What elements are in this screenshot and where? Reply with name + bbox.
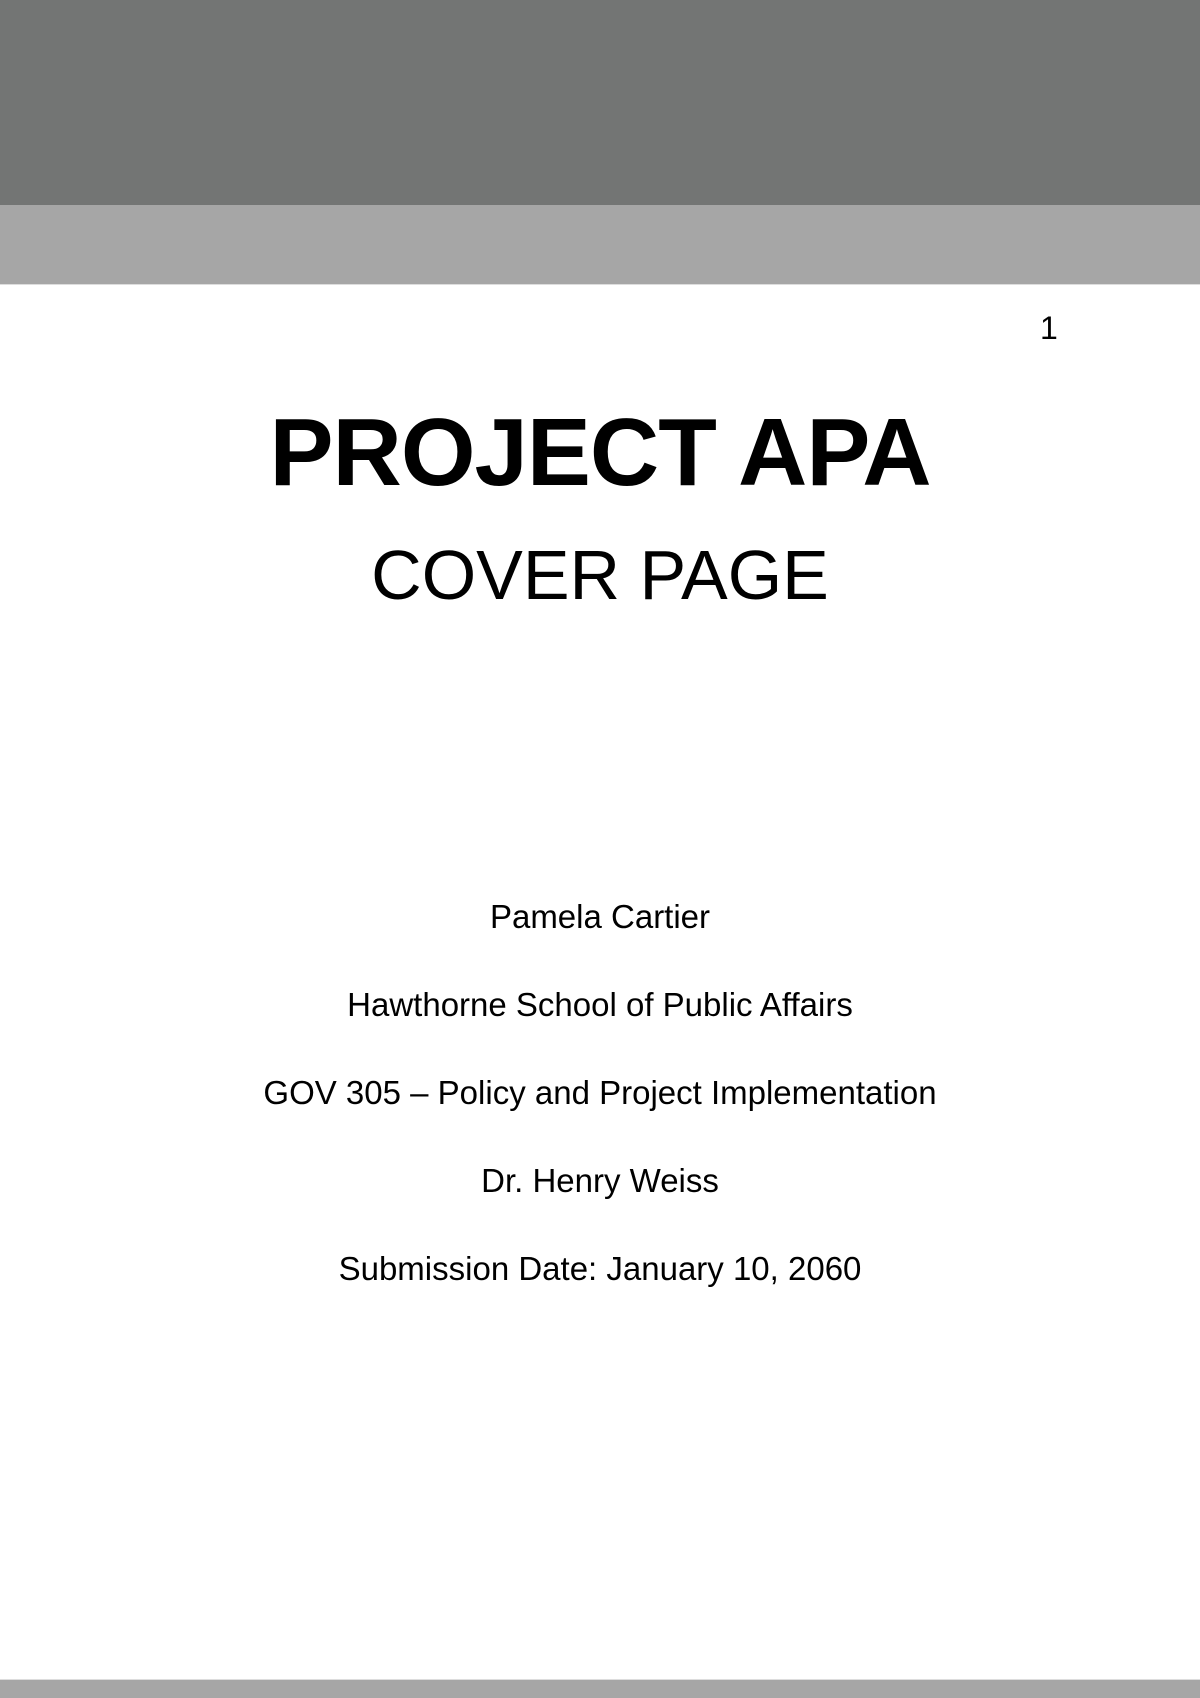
document-subtitle: COVER PAGE <box>371 536 829 614</box>
course: GOV 305 – Policy and Project Implementation <box>263 1074 937 1111</box>
instructor: Dr. Henry Weiss <box>481 1162 719 1199</box>
author-name: Pamela Cartier <box>489 898 711 935</box>
header-band-light <box>0 205 1200 285</box>
footer-band <box>0 1679 1200 1698</box>
document-title: PROJECT APA <box>269 399 931 506</box>
header-band-dark <box>0 0 1200 205</box>
page-number: 1 <box>1040 310 1058 346</box>
institution: Hawthorne School of Public Affairs <box>347 986 853 1023</box>
submission-date: Submission Date: January 10, 2060 <box>338 1250 862 1287</box>
